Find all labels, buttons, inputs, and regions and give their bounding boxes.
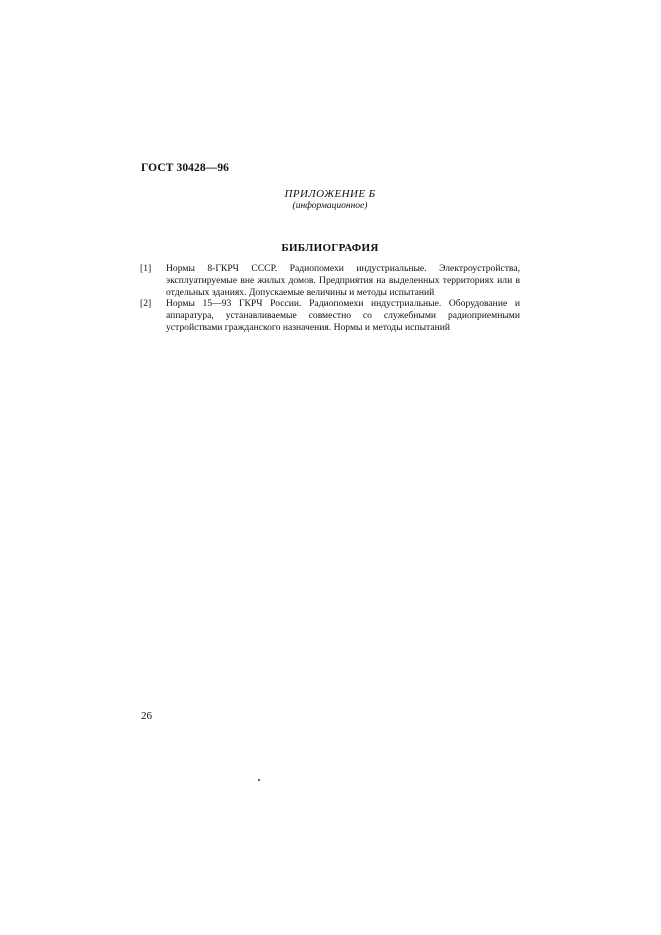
- reference-text: Нормы 8-ГКРЧ СССР. Радиопомехи индустриальные. Электроустройства, эксплуатируемые вне жилых домов. Предприятия на выделенных территориях или в отдельных зданиях. Допускаемые величины и методы испытаний: [166, 263, 520, 298]
- appendix-subtitle: (информационное): [292, 201, 368, 211]
- scan-speck: [258, 779, 260, 781]
- reference-number: [1]: [140, 263, 152, 274]
- page-number: 26: [141, 710, 152, 722]
- reference-number: [2]: [140, 298, 152, 310]
- document-code: ГОСТ 30428—96: [141, 162, 230, 174]
- appendix-title: ПРИЛОЖЕНИЕ Б: [284, 188, 376, 200]
- bibliography-heading: БИБЛИОГРАФИЯ: [281, 242, 379, 254]
- bibliography-item: [140, 298, 520, 333]
- bibliography-item: [140, 263, 520, 298]
- bibliography-list: [140, 263, 520, 334]
- reference-text: Нормы 15—93 ГКРЧ России. Радиопомехи индустриальные. Оборудование и аппаратура, устанавливаемые совместно со служебными радиоприемными устройствами гражданского назначения. Нормы и методы испытаний: [166, 298, 520, 333]
